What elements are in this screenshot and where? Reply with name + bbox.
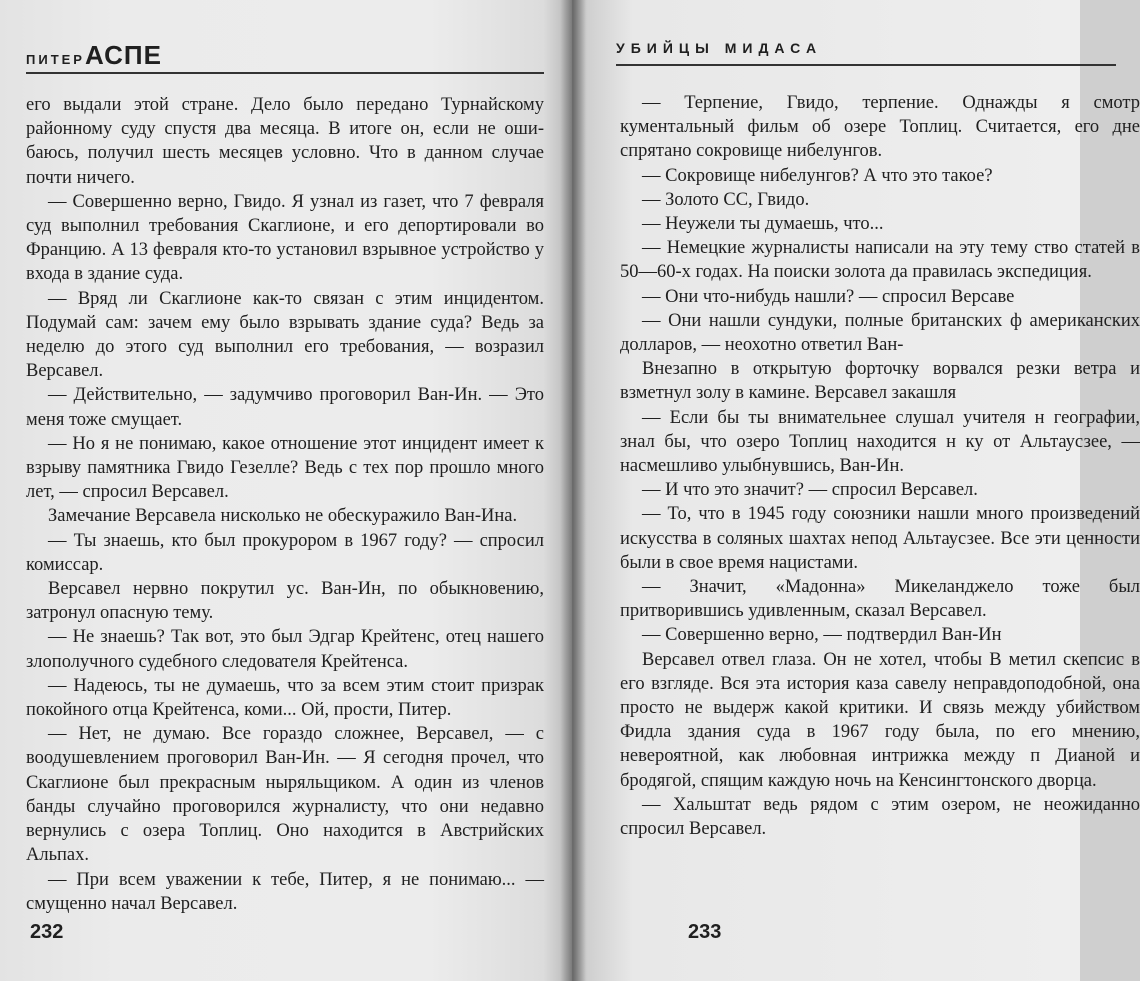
paragraph: — Не знаешь? Так вот, это был Эдгар Крейтенс, отец нашего злополучного судебного следователя Крейтенса. xyxy=(26,627,544,672)
paragraph: — То, что в 1945 году союзники нашли много произведений искусства в соляных шахтах непод Альтаусзее. Все эти ценности были в свое время нацистами. xyxy=(620,504,1140,573)
paragraph: — При всем уважении к тебе, Питер, я не понимаю... — смущенно начал Версавел. xyxy=(26,869,544,914)
page-number-right: 233 xyxy=(688,921,722,943)
paragraph: — Сокровище нибелунгов? А что это такое? xyxy=(642,165,993,186)
paragraph: — И что это значит? — спросил Версавел. xyxy=(642,480,978,501)
paragraph: — Если бы ты внимательнее слушал учителя н географии, знал бы, что озеро Топлиц находится н ку от Альтаусзее, — насмешливо улыбнувшись, Ван-Ин. xyxy=(620,407,1140,477)
paragraph: — Вряд ли Скаглионе как-то связан с этим инцидентом. Подумай сам: зачем ему было взрывать здание суда? Ведь за неделю до этого суд выполнил его требования, — возразил Версавел. xyxy=(26,288,544,382)
paragraph: — Нет, не думаю. Все гораздо сложнее, Версавел, — с воодушевлением проговорил Ван-Ин. — Я сегодня прочел, что Скаглионе был прекрасным ныряльщиком. А один из членов банды случайно проговорился журналисту, что они недавно вернулись с озера Топлиц. Оно находится в Австрийских Альпах. xyxy=(26,724,544,866)
author-name xyxy=(26,40,162,71)
paragraph: Версавел нервно покрутил ус. Ван-Ин, по обыкновению, затронул опасную тему. xyxy=(26,579,544,624)
paragraph: — Немецкие журналисты написали на эту тему ство статей в 50—60-х годах. На поиски золота да правилась экспедиция. xyxy=(620,238,1140,283)
right-page-text xyxy=(620,91,1140,841)
paragraph: — Действительно, — задумчиво проговорил Ван-Ин. — Это меня тоже смущает. xyxy=(26,385,544,430)
page-number-left: 232 xyxy=(30,921,64,943)
right-page xyxy=(572,0,1140,981)
author-last-name: АСПЕ xyxy=(84,40,162,70)
paragraph: Внезапно в открытую форточку ворвался резки ветра и взметнул золу в камине. Версавел закашля xyxy=(620,359,1140,404)
paragraph: Версавел отвел глаза. Он не хотел, чтобы В метил скепсис в его взгляде. Вся эта история каза савелу неправдоподобной, она просто не выдерж какой критики. И связь между убийством Фидла здания суда в 1967 году была, по его мнению, невероятной, как любовная интрижка между п Дианой и бродягой, спящим каждую ночь на Кенсингтонского дворца. xyxy=(620,649,1140,791)
book-title: УБИЙЦЫ МИДАСА xyxy=(616,40,823,56)
paragraph: Замечание Версавела нисколько не обескуражило Ван-Ина. xyxy=(48,506,518,527)
header-rule xyxy=(26,72,544,74)
paragraph: — Золото СС, Гвидо. xyxy=(642,189,810,210)
header-rule xyxy=(616,64,1116,66)
paragraph: — Значит, «Мадонна» Микеланджело тоже был притворившись удивленным, сказал Версавел. xyxy=(620,577,1140,622)
paragraph: — Неужели ты думаешь, что... xyxy=(642,214,884,235)
paragraph: — Но я не понимаю, какое отношение этот инцидент имеет к взрыву памятника Гвидо Гезелле? Ведь с тех пор прошло много лет, — спросил Версавел. xyxy=(26,433,544,503)
left-page-text xyxy=(26,93,544,916)
paragraph: — Совершенно верно, — подтвердил Ван-Ин xyxy=(642,625,1002,646)
paragraph: его выдали этой стране. Дело было передано Турнайскому районному суду спустя два месяца. В итоге он, если не ошибаюсь, получил шесть месяцев условно. Что в данном случае почти ничего. xyxy=(26,95,544,188)
paragraph: — Ты знаешь, кто был прокурором в 1967 году? — спросил комиссар. xyxy=(26,530,544,575)
paragraph: — Совершенно верно, Гвидо. Я узнал из газет, что 7 февраля суд выполнил требования Скаглионе, и его депортировали во Францию. А 13 февраля кто-то установил взрывное устройство у входа в здание суда. xyxy=(26,191,544,285)
paragraph: — Терпение, Гвидо, терпение. Однажды я смотр кументальный фильм об озере Топлиц. Считается, его дне спрятано сокровище нибелунгов. xyxy=(620,93,1140,162)
author-first-name: ПИТЕР xyxy=(26,52,85,67)
paragraph: — Надеюсь, ты не думаешь, что за всем этим стоит призрак покойного отца Крейтенса, коми... Ой, прости, Питер. xyxy=(26,675,544,721)
paragraph: — Они нашли сундуки, полные британских ф американских долларов, — неохотно ответил Ван- xyxy=(620,310,1140,356)
paragraph: — Они что-нибудь нашли? — спросил Версаве xyxy=(642,286,1015,307)
paragraph: — Хальштат ведь рядом с этим озером, не неожиданно спросил Версавел. xyxy=(620,794,1140,840)
running-header-left xyxy=(26,38,544,74)
running-header-right xyxy=(616,36,1086,76)
